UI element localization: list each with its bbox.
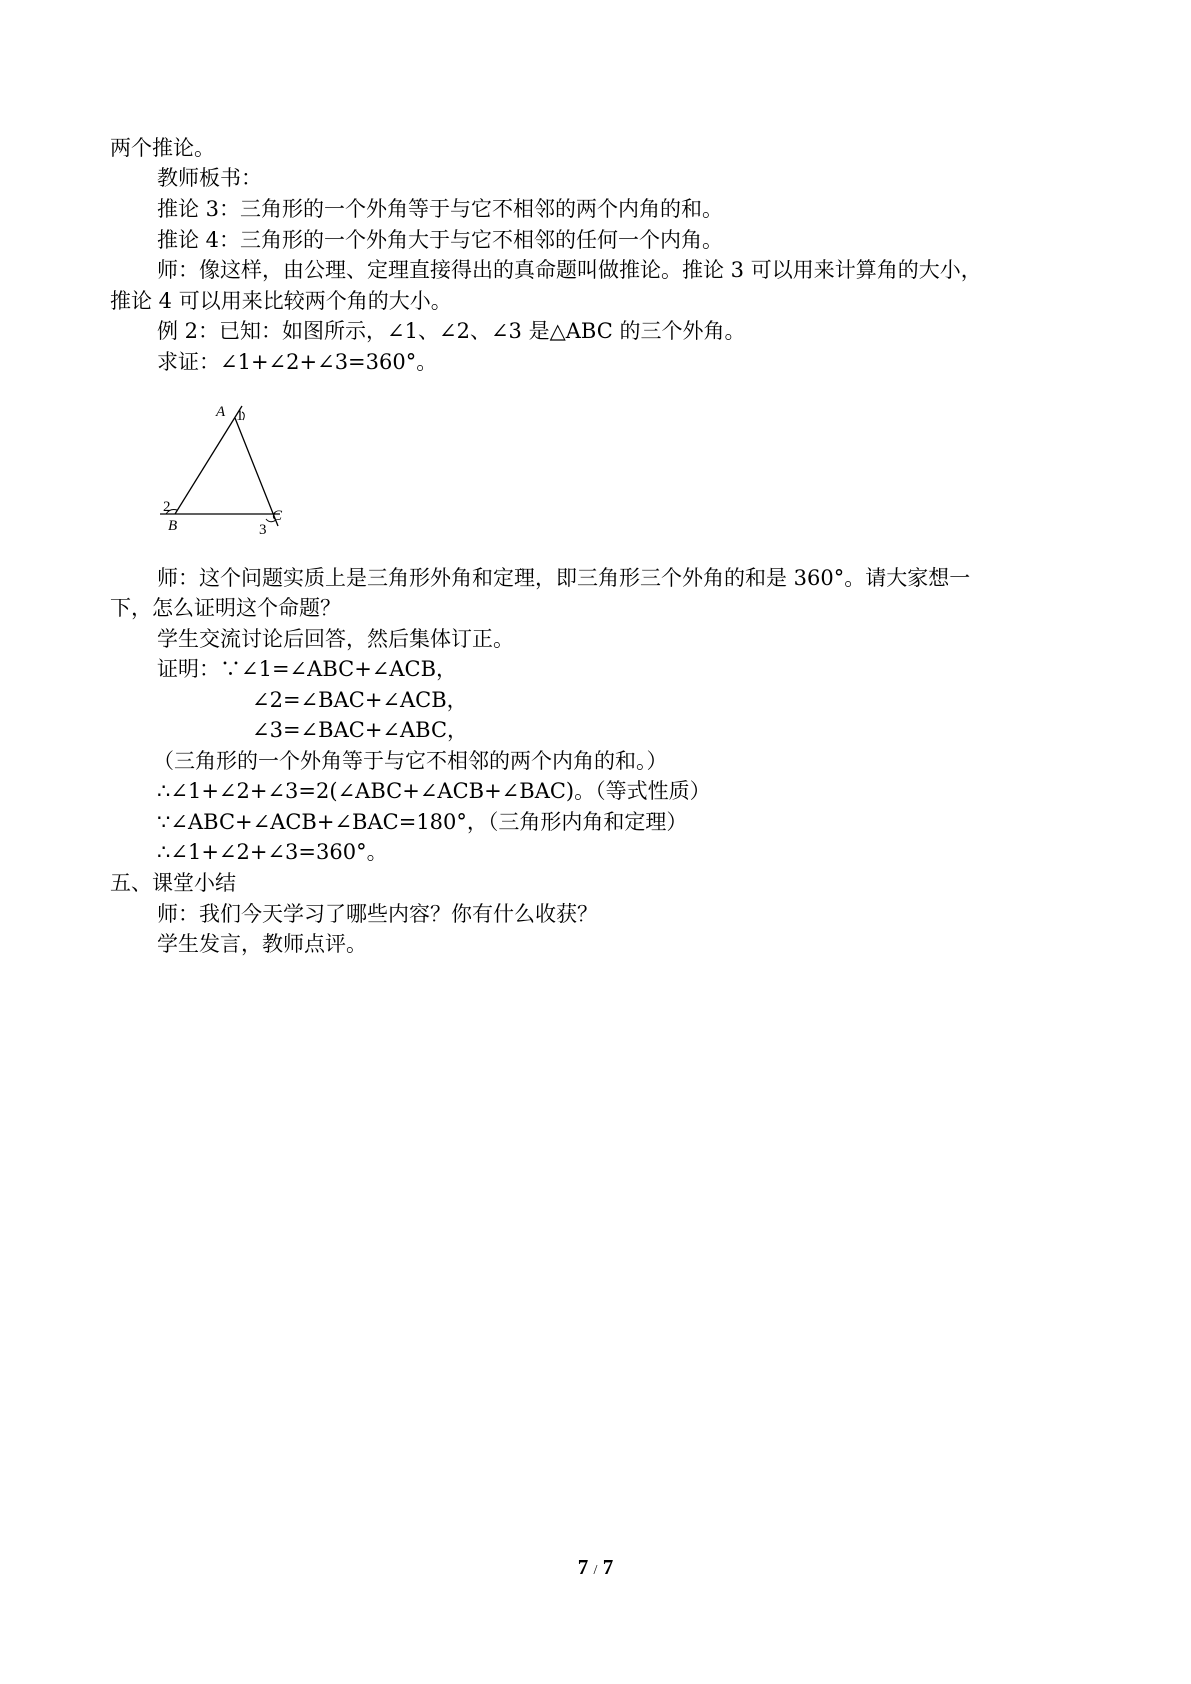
vertex-b-label: B: [168, 518, 178, 534]
text-line: 推论 4 可以用来比较两个角的大小。: [110, 289, 452, 313]
text-line: 下，怎么证明这个命题？: [110, 596, 341, 620]
text-line: 教师板书：: [157, 166, 262, 190]
example-2-prove: 求证：∠1+∠2+∠3=360°。: [157, 350, 438, 374]
proof-line: ∠3=∠BAC+∠ABC，: [252, 718, 469, 742]
proof-line: ∴∠1+∠2+∠3=360°。: [157, 840, 388, 864]
proof-line: （三角形的一个外角等于与它不相邻的两个内角的和。）: [153, 749, 668, 773]
text-line: 师：这个问题实质上是三角形外角和定理，即三角形三个外角的和是 360°。请大家想一: [157, 566, 971, 590]
page-total: 7: [602, 1555, 614, 1579]
proof-line: 证明：∵∠1=∠ABC+∠ACB，: [157, 657, 458, 681]
text-line: 师：我们今天学习了哪些内容？你有什么收获？: [157, 902, 598, 926]
text-line: 两个推论。: [110, 136, 215, 160]
text-line: 学生发言，教师点评。: [157, 932, 367, 956]
proof-line: ∴∠1+∠2+∠3=2(∠ABC+∠ACB+∠BAC)。（等式性质）: [157, 779, 711, 803]
text-line: 学生交流讨论后回答，然后集体订正。: [157, 627, 514, 651]
vertex-a-label: A: [216, 404, 226, 420]
proof-line: ∠2=∠BAC+∠ACB，: [252, 688, 468, 712]
angle-3-label: 3: [259, 522, 267, 538]
vertex-c-label: C: [272, 508, 283, 524]
angle-2-label: 2: [163, 499, 171, 515]
corollary-4: 推论 4：三角形的一个外角大于与它不相邻的任何一个内角。: [157, 228, 724, 252]
page-current: 7: [577, 1555, 589, 1579]
page-number: [0, 1555, 1191, 1580]
corollary-3: 推论 3：三角形的一个外角等于与它不相邻的两个内角的和。: [157, 197, 724, 221]
triangle-figure: [150, 400, 310, 540]
example-2-given: 例 2：已知：如图所示，∠1、∠2、∠3 是△ABC 的三个外角。: [157, 319, 746, 343]
side-ab: [175, 406, 242, 514]
page-separator: /: [593, 1563, 598, 1578]
text-line: 师：像这样，由公理、定理直接得出的真命题叫做推论。推论 3 可以用来计算角的大小，: [157, 258, 982, 282]
section-heading: 五、课堂小结: [110, 871, 236, 895]
proof-line: ∵∠ABC+∠ACB+∠BAC=180°，（三角形内角和定理）: [157, 810, 688, 834]
angle-1-label: 1: [236, 408, 244, 424]
